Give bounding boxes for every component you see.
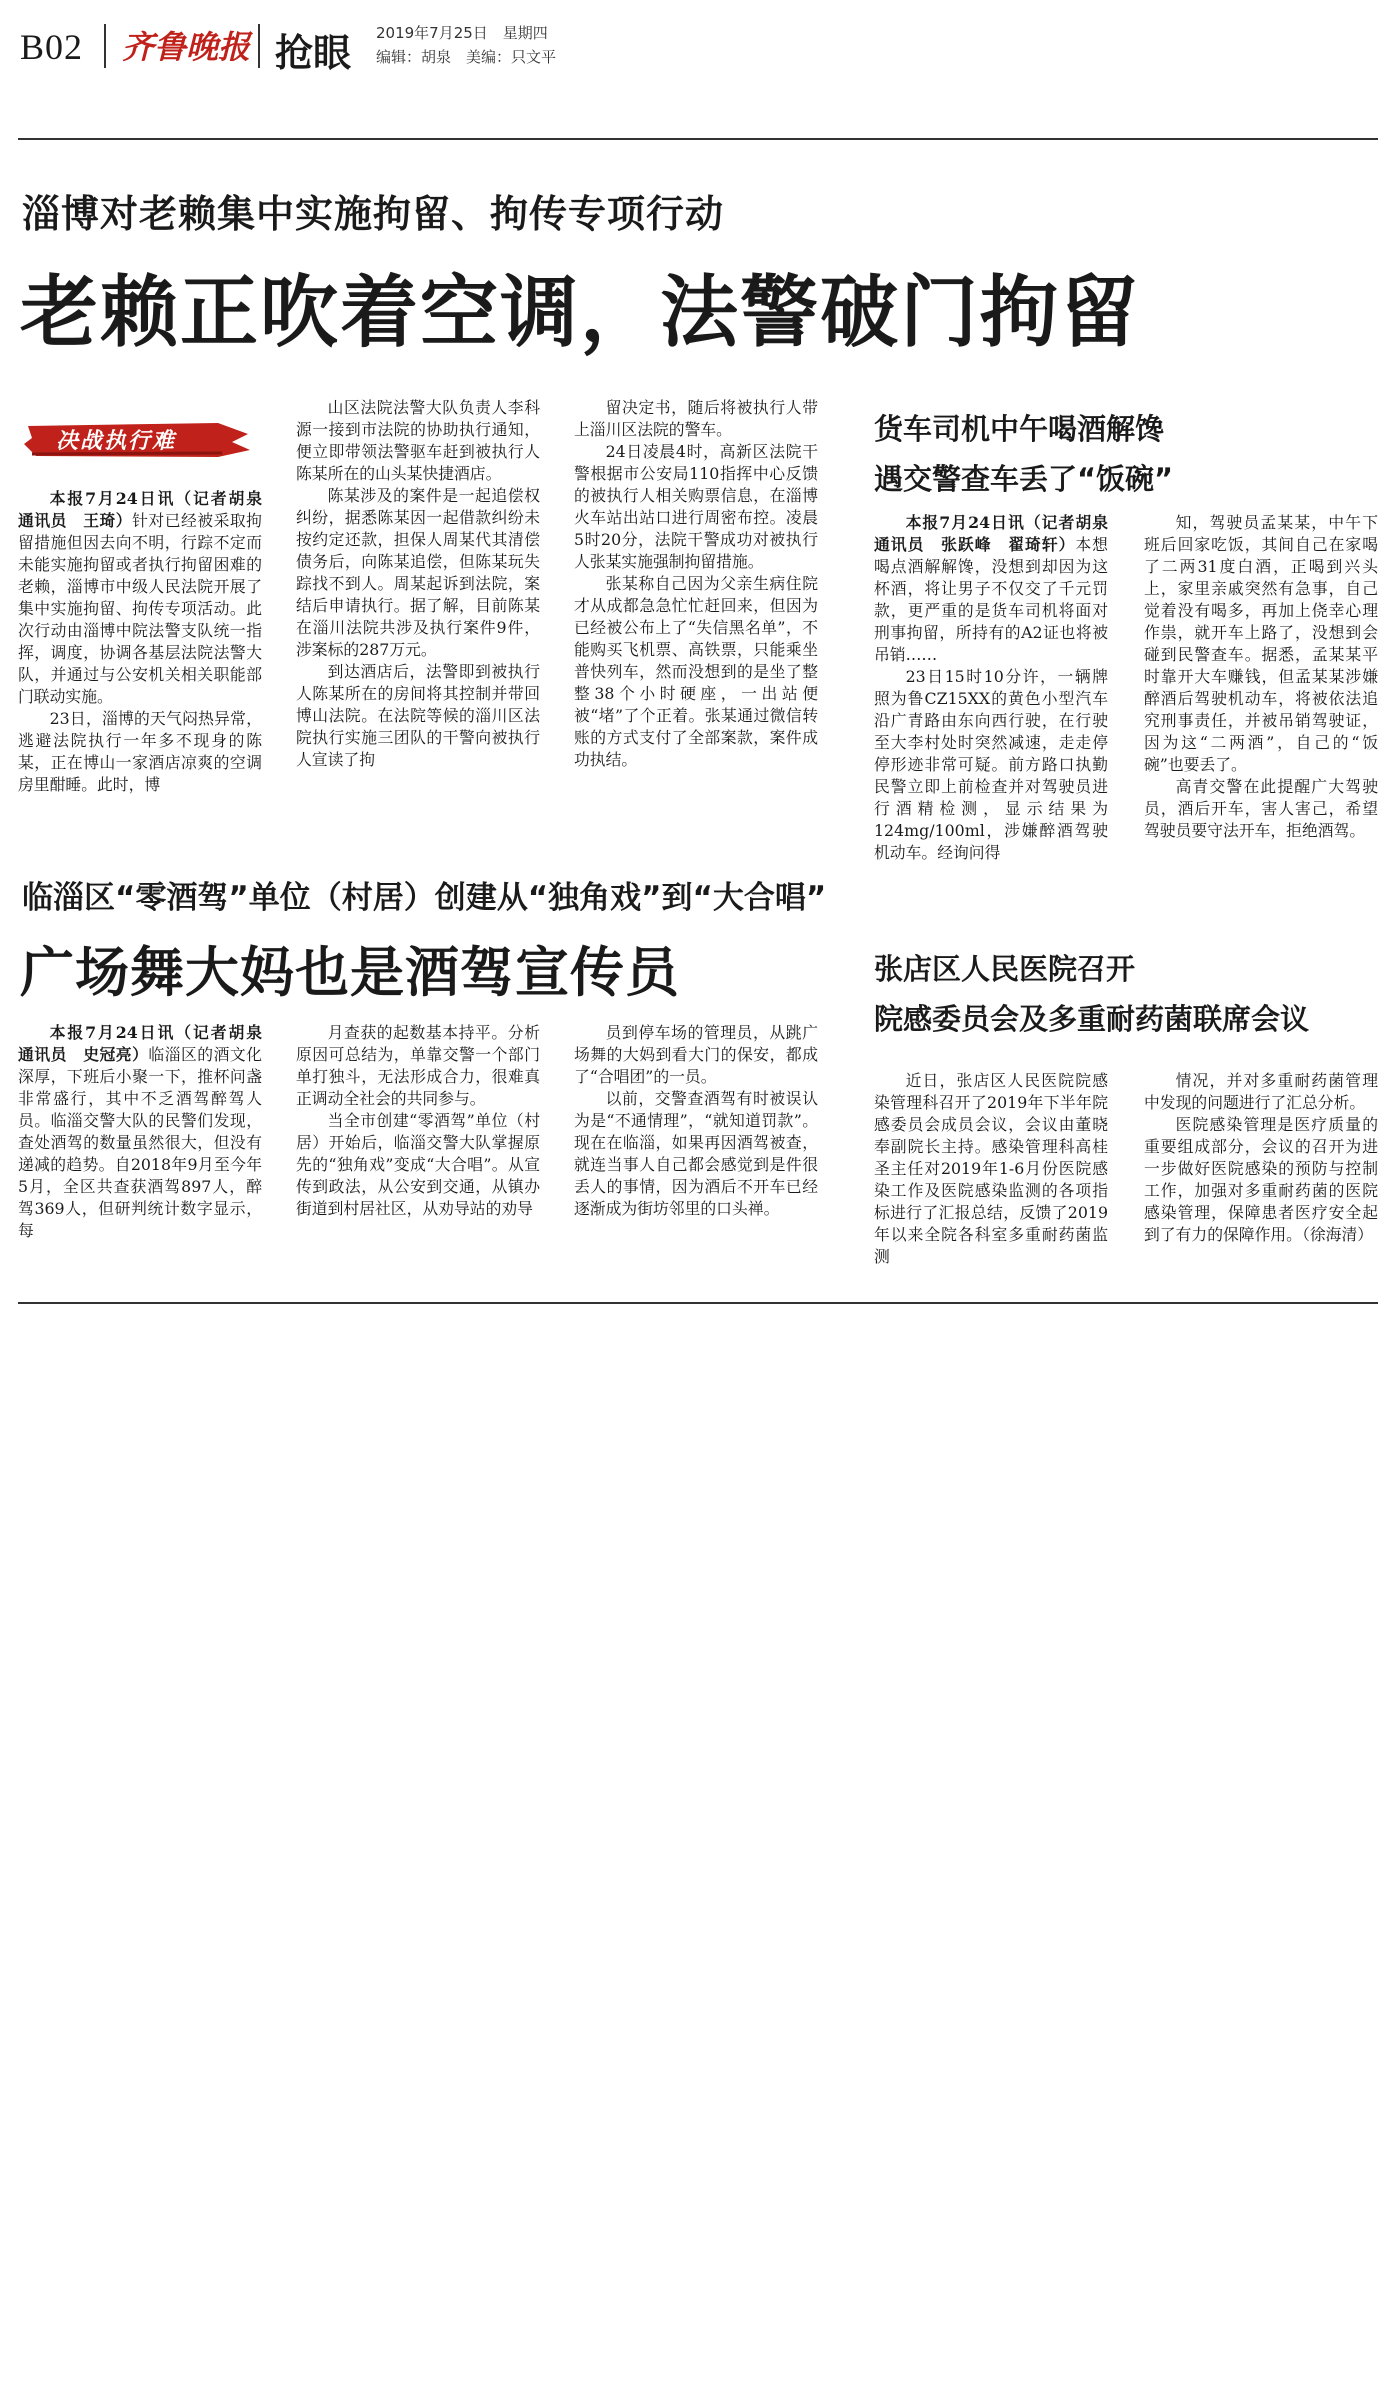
story4-title-line2: 院感委员会及多重耐药菌联席会议 [874, 1002, 1310, 1036]
editor-credits: 编辑：胡泉 美编：只文平 [376, 48, 557, 66]
section-title: 抢眼 [275, 31, 352, 75]
story3-kicker: 临淄区“零酒驾”单位（村居）创建从“独角戏”到“大合唱” [22, 880, 827, 916]
story1-kicker: 淄博对老赖集中实施拘留、拘传专项行动 [22, 192, 725, 236]
story1-badge [22, 420, 252, 460]
bottom-rule [18, 1302, 1378, 1304]
story1-column-1: 本报7月24日讯（记者胡泉 通讯员 王琦）针对已经被采取拘留措施但因去向不明，行踪不定而未能实施拘留或者执行拘留困难的老赖，淄博市中级人民法院开展了集中实施拘留、拘传专项活动。此次行动由淄博中院法警支队统一指挥，调度，协调各基层法院法警大队，并通过与公安机关相关职能部门联动实施。 23日，淄博的天气闷热异常，逃避法院执行一年多不现身的陈某，正在博山一家酒店凉爽的空调房里酣睡。此时，博 [18, 489, 278, 794]
story1-column-2: 山区法院法警大队负责人李科源一接到市法院的协助执行通知，便立即带领法警驱车赶到被执行人陈某所在的山头某快捷酒店。 陈某涉及的案件是一起追偿权纠纷，据悉陈某因一起借款纠纷未按约定还款，担保人周某代其清偿债务后，向陈某追偿，但陈某玩失踪找不到人。周某起诉到法院，案结后申请执行。据了解，目前陈某在淄川法院共涉及执行案件9件，涉案标的287万元。 到达酒店后，法警即到被执行人陈某所在的房间将其控制并带回博山法院。在法院等候的淄川区法院执行实施三团队的干警向被执行人宣读了拘 [296, 398, 540, 769]
story1-headline: 老赖正吹着空调，法警破门拘留 [20, 268, 1141, 358]
badge-text: 决战执行难 [56, 428, 177, 454]
story2-title-line1: 货车司机中午喝酒解馋 [874, 412, 1165, 446]
story3-byline: 本报7月24日讯（记者胡泉 通讯员 史冠亮） [18, 1023, 278, 1064]
story3-column-2: 月查获的起数基本持平。分析原因可总结为，单靠交警一个部门单打独斗，无法形成合力，很难真正调动全社会的共同参与。 当全市创建“零酒驾”单位（村居）开始后，临淄交警大队掌握原先的“独角戏”变成“大合唱”。从宣传到政法，从公安到交通，从镇办街道到村居社区，从劝导站的劝导 [296, 1023, 540, 1218]
story4-title-line1: 张店区人民医院召开 [874, 952, 1136, 986]
story4-column-1: 近日，张店区人民医院院感染管理科召开了2019年下半年院感委员会成员会议，会议由董晓奉副院长主持。感染管理科高桂圣主任对2019年1-6月份医院感染工作及医院感染监测的各项指标进行了汇报总结，反馈了2019年以来全院各科室多重耐药菌监测 [874, 1071, 1108, 1266]
story2-title-line2: 遇交警查车丢了“饭碗” [874, 462, 1174, 496]
story2-column-2: 知，驾驶员孟某某，中午下班后回家吃饭，其间自己在家喝了二两31度白酒，正喝到兴头上，家里亲戚突然有急事，自己觉着没有喝多，再加上侥幸心理作祟，就开车上路了，没想到会碰到民警查车。据悉，孟某某平时靠开大车赚钱，但孟某某涉嫌醉酒后驾驶机动车，将被依法追究刑事责任，并被吊销驾驶证，因为这“二两酒”，自己的“饭碗”也要丢了。 高青交警在此提醒广大驾驶员，酒后开车，害人害己，希望驾驶员要守法开车，拒绝酒驾。 [1144, 513, 1378, 840]
story3-column-3: 员到停车场的管理员，从跳广场舞的大妈到看大门的保安，都成了“合唱团”的一员。 以前，交警查酒驾有时被误认为是“不通情理”，“就知道罚款”。现在在临淄，如果再因酒驾被查，就连当事人自己都会感觉到是件很丢人的事情，因为酒后不开车已经逐渐成为街坊邻里的口头禅。 [574, 1023, 818, 1218]
story2-byline: 本报7月24日讯（记者胡泉 通讯员 张跃峰 翟琦轩） [874, 513, 1124, 554]
paper-name-logo: 齐鲁晚报 [122, 28, 251, 66]
masthead-divider [104, 24, 106, 68]
story1-column-3: 留决定书，随后将被执行人带上淄川区法院的警车。 24日凌晨4时，高新区法院干警根据市公安局110指挥中心反馈的被执行人相关购票信息，在淄博火车站出站口进行周密布控。凌晨5时20分，法院干警成功对被执行人张某实施强制拘留措施。 张某称自己因为父亲生病住院才从成都急急忙忙赶回来，但因为已经被公布上了“失信黑名单”，不能购买飞机票、高铁票，只能乘坐普快列车，然而没想到的是坐了整整38个小时硬座，一出站便被“堵”了个正着。张某通过微信转账的方式支付了全部案款，案件成功执结。 [574, 398, 818, 769]
story4-column-2: 情况，并对多重耐药菌管理中发现的问题进行了汇总分析。 医院感染管理是医疗质量的重要组成部分，会议的召开为进一步做好医院感染的预防与控制工作，加强对多重耐药菌的医院感染管理，保障患者医疗安全起到了有力的保障作用。（徐海清） [1144, 1071, 1378, 1244]
page-number: B02 [20, 27, 84, 67]
story3-headline: 广场舞大妈也是酒驾宣传员 [20, 941, 680, 1004]
top-rule [18, 138, 1378, 140]
story3-column-1: 本报7月24日讯（记者胡泉 通讯员 史冠亮）临淄区的酒文化深厚，下班后小聚一下，推杯问盏非常盛行，其中不乏酒驾醉驾人员。临淄交警大队的民警们发现，查处酒驾的数量虽然很大，但没有递减的趋势。自2018年9月至今年5月，全区共查获酒驾897人，醉驾369人，但研判统计数字显示，每 [18, 1023, 278, 1240]
story1-byline: 本报7月24日讯（记者胡泉 通讯员 王琦） [18, 489, 278, 530]
issue-date: 2019年7月25日 星期四 [376, 24, 548, 42]
story2-column-1: 本报7月24日讯（记者胡泉 通讯员 张跃峰 翟琦轩）本想喝点酒解解馋，没想到却因为这杯酒，将让男子不仅交了千元罚款，更严重的是货车司机将面对刑事拘留，所持有的A2证也将被吊销…… 23日15时10分许，一辆牌照为鲁CZ15XX的黄色小型汽车沿广青路由东向西行驶，在行驶至大李村处时突然减速，走走停停形迹非常可疑。前方路口执勤民警立即上前检查并对驾驶员进行酒精检测，显示结果为124mg/100ml，涉嫌醉酒驾驶机动车。经询问得 [874, 513, 1124, 862]
masthead-divider [258, 24, 260, 68]
